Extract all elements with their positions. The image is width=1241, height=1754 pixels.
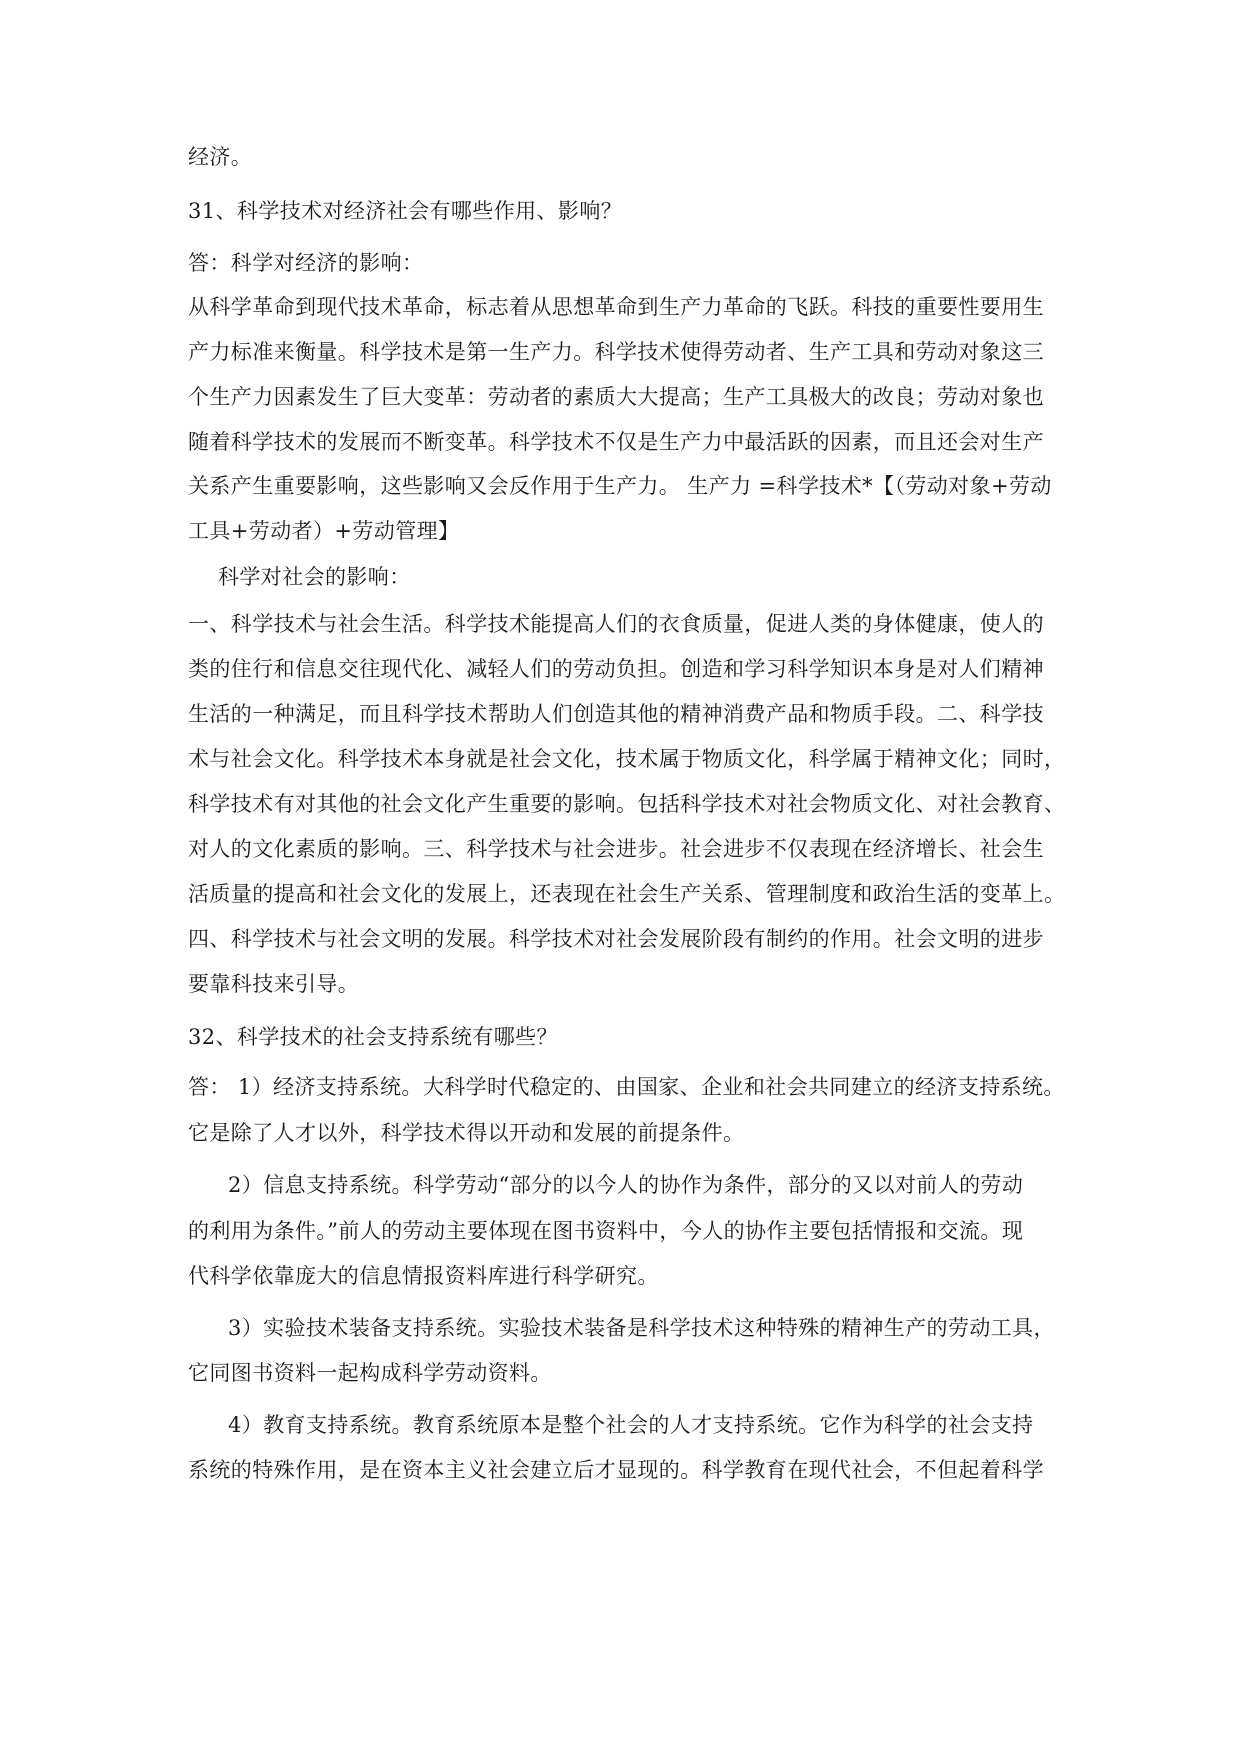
- text-line: 对人的文化素质的影响。三、科学技术与社会进步。社会进步不仅表现在经济增长、社会生: [188, 837, 1044, 861]
- text-line: 经济。: [188, 145, 253, 169]
- question-31: 31、科学技术对经济社会有哪些作用、影响？: [188, 199, 623, 223]
- text-line: 科学技术有对其他的社会文化产生重要的影响。包括科学技术对社会物质文化、对社会教育、: [188, 792, 1066, 816]
- text-line: 生活的一种满足，而且科学技术帮助人们创造其他的精神消费产品和物质手段。二、科学技: [188, 702, 1044, 726]
- text-line: 2）信息支持系统。科学劳动“部分的以今人的协作为条件，部分的又以对前人的劳动: [228, 1173, 1024, 1197]
- text-line: 类的住行和信息交往现代化、减轻人们的劳动负担。创造和学习科学知识本身是对人们精神: [188, 657, 1044, 681]
- text-line: 系统的特殊作用，是在资本主义社会建立后才显现的。科学教育在现代社会，不但起着科学: [188, 1458, 1044, 1482]
- text-line: 要靠科技来引导。: [188, 972, 360, 996]
- text-line: 产力标准来衡量。科学技术是第一生产力。科学技术使得劳动者、生产工具和劳动对象这三: [188, 340, 1044, 364]
- text-line: 它是除了人才以外，科学技术得以开动和发展的前提条件。: [188, 1121, 745, 1145]
- text-line: 从科学革命到现代技术革命，标志着从思想革命到生产力革命的飞跃。科技的重要性要用生: [188, 295, 1044, 319]
- text-line: 活质量的提高和社会文化的发展上，还表现在社会生产关系、管理制度和政治生活的变革上。: [188, 882, 1066, 906]
- text-line: 工具+劳动者）+劳动管理】: [188, 519, 460, 543]
- text-line: 四、科学技术与社会文明的发展。科学技术对社会发展阶段有制约的作用。社会文明的进步: [188, 927, 1044, 951]
- text-line: 随着科学技术的发展而不断变革。科学技术不仅是生产力中最活跃的因素，而且还会对生产: [188, 430, 1044, 454]
- answer-heading: 答：科学对经济的影响：: [188, 251, 424, 275]
- text-line: 4）教育支持系统。教育系统原本是整个社会的人才支持系统。它作为科学的社会支持: [228, 1413, 1034, 1437]
- text-line: 它同图书资料一起构成科学劳动资料。: [188, 1361, 552, 1385]
- text-line: 术与社会文化。科学技术本身就是社会文化，技术属于物质文化，科学属于精神文化；同时，: [188, 747, 1066, 771]
- text-line: 关系产生重要影响，这些影响又会反作用于生产力。 生产力 =科学技术*【（劳动对象+劳动: [188, 474, 1052, 498]
- text-line: 个生产力因素发生了巨大变革：劳动者的素质大大提高；生产工具极大的改良；劳动对象也: [188, 385, 1044, 409]
- text-line: 答： 1）经济支持系统。大科学时代稳定的、由国家、企业和社会共同建立的经济支持系统。: [188, 1075, 1065, 1099]
- text-line: 一、科学技术与社会生活。科学技术能提高人们的衣食质量，促进人类的身体健康，使人的: [188, 612, 1044, 636]
- text-line: 的利用为条件。”前人的劳动主要体现在图书资料中，今人的协作主要包括情报和交流。现: [188, 1219, 1024, 1243]
- sub-heading: 科学对社会的影响：: [218, 565, 411, 589]
- text-line: 代科学依靠庞大的信息情报资料库进行科学研究。: [188, 1264, 659, 1288]
- text-line: 3）实验技术装备支持系统。实验技术装备是科学技术这种特殊的精神生产的劳动工具，: [228, 1316, 1055, 1340]
- question-32: 32、科学技术的社会支持系统有哪些？: [188, 1025, 558, 1049]
